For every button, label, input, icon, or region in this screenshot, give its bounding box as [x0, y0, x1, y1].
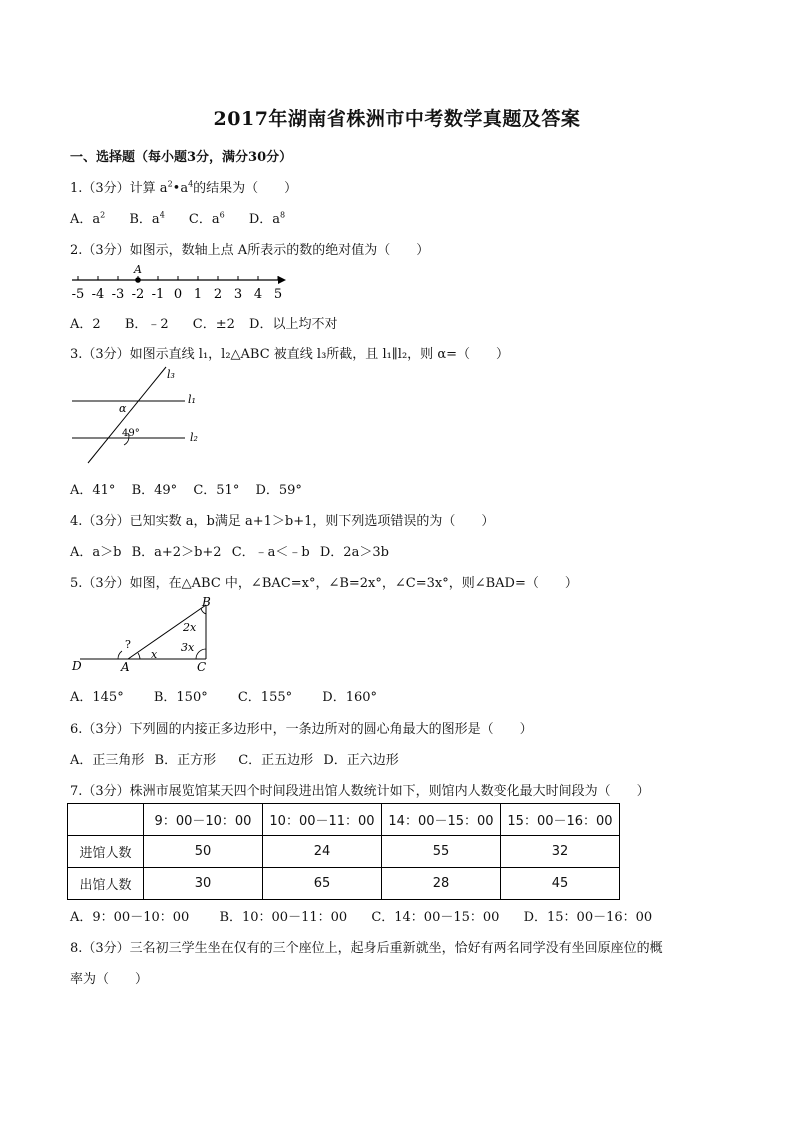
label-l2: l₂: [190, 431, 198, 444]
point-a-label: A: [134, 264, 142, 276]
option-b: B．10：00－11：00: [219, 910, 348, 925]
label-49: 49°: [122, 428, 140, 439]
question-4-options: [70, 541, 389, 560]
number-line-tick-label: -4: [91, 287, 105, 302]
triangle-figure: [70, 596, 220, 676]
option-d: D．以上均不对: [249, 317, 338, 332]
number-line-tick-label: -3: [111, 287, 125, 302]
point-a-marker: [135, 277, 141, 283]
paper-title: 2017年湖南省株洲市中考数学真题及答案: [213, 108, 581, 130]
option-b: B．150°: [153, 690, 208, 705]
option-a: A．$a^2$: [70, 210, 106, 227]
option-a: A．2: [70, 317, 101, 332]
svg-text:A: A: [121, 660, 130, 674]
svg-text:2x: 2x: [183, 621, 197, 634]
question-8-stem-line1: 8.（3分）三名初三学生坐在仅有的三个座位上，起身后重新就坐，恰好有两名同学没有坐回原座位的概: [70, 941, 663, 956]
svg-text:?: ?: [125, 638, 131, 651]
table-header-cell: [68, 804, 144, 836]
option-d: D．2a＞3b: [319, 545, 389, 560]
table-cell: 65: [263, 868, 382, 900]
table-cell: 28: [382, 868, 501, 900]
table-cell: 45: [501, 868, 620, 900]
table-header-cell: 15：00－16：00: [501, 804, 620, 836]
table-header-cell: 14：00－15：00: [382, 804, 501, 836]
line-l3: [88, 367, 166, 463]
option-b: B．$a^4$: [129, 210, 165, 227]
number-line-tick-label: 1: [193, 287, 203, 302]
svg-text:D: D: [72, 659, 82, 673]
question-3-options: [70, 479, 302, 498]
option-a: A．a＞b: [70, 545, 122, 560]
option-c: C．14：00－15：00: [371, 910, 500, 925]
option-a: A．145°: [70, 690, 124, 705]
option-c: C．±2: [192, 317, 235, 332]
table-row: [68, 868, 620, 900]
parallel-lines-figure: [70, 365, 220, 470]
svg-text:B: B: [202, 596, 211, 609]
number-line-tick-label: 2: [213, 287, 223, 302]
visitor-table: [67, 803, 620, 900]
table-header-cell: 10：00－11：00: [263, 804, 382, 836]
number-line-tick-label: 4: [253, 287, 263, 302]
number-line-tick-label: 3: [233, 287, 243, 302]
option-d: D．15：00－16：00: [523, 910, 653, 925]
number-line-tick-label: -1: [151, 287, 165, 302]
question-2-options: [70, 313, 337, 332]
table-header-row: [68, 804, 620, 836]
question-7-stem: 7.（3分）株洲市展览馆某天四个时间段进出馆人数统计如下，则馆内人数变化最大时间段为（ ）: [70, 784, 650, 799]
option-c: C．51°: [193, 483, 240, 498]
option-b: B．49°: [131, 483, 178, 498]
option-c: C．155°: [237, 690, 293, 705]
option-a: A．41°: [70, 483, 116, 498]
table-cell: 55: [382, 836, 501, 868]
label-l1: l₁: [188, 393, 196, 406]
number-line-tick-label: -2: [131, 287, 145, 302]
question-5-stem: 5.（3分）如图，在△ABC 中，∠BAC=x°，∠B=2x°，∠C=3x°，则∠BAD=（ ）: [70, 576, 578, 591]
option-d: D．59°: [255, 483, 302, 498]
number-line-tick-label: -5: [71, 287, 85, 302]
option-a: A．正三角形: [70, 753, 145, 768]
svg-text:x: x: [151, 648, 158, 661]
label-l3: l₃: [167, 368, 175, 381]
option-c: C．﹣a＜﹣b: [231, 545, 310, 560]
question-1-stem: 1.（3分）计算 $a^2•a^4$的结果为（ ）: [70, 179, 298, 196]
number-line-figure: [68, 264, 298, 304]
section-heading: 一、选择题（每小题3分，满分30分）: [70, 150, 293, 165]
table-row: [68, 836, 620, 868]
table-row-label: 出馆人数: [68, 868, 144, 900]
question-1-options: [70, 208, 285, 227]
question-4-stem: 4.（3分）已知实数 a，b满足 a+1＞b+1，则下列选项错误的为（ ）: [70, 514, 495, 529]
question-6-options: [70, 749, 399, 768]
table-header-cell: 9：00－10：00: [144, 804, 263, 836]
number-line-tick-label: 5: [273, 287, 283, 302]
option-b: B．正方形: [154, 753, 217, 768]
question-3-stem: 3.（3分）如图示直线 l₁，l₂△ABC 被直线 l₃所截，且 l₁∥l₂，则 α=（ ）: [70, 347, 509, 362]
svg-text:3x: 3x: [181, 641, 195, 654]
table-cell: 32: [501, 836, 620, 868]
option-c: C．$a^6$: [188, 210, 225, 227]
question-2-stem: 2.（3分）如图示，数轴上点 A所表示的数的绝对值为（ ）: [70, 243, 430, 258]
option-d: D．160°: [322, 690, 378, 705]
table-cell: 50: [144, 836, 263, 868]
option-b: B．a+2＞b+2: [131, 545, 222, 560]
option-c: C．正五边形: [238, 753, 314, 768]
question-5-options: [70, 686, 377, 705]
table-cell: 24: [263, 836, 382, 868]
label-alpha: α: [119, 402, 127, 415]
option-d: D．正六边形: [323, 753, 399, 768]
table-cell: 30: [144, 868, 263, 900]
number-line-tick-label: 0: [173, 287, 183, 302]
table-row-label: 进馆人数: [68, 836, 144, 868]
question-7-options: [70, 906, 652, 925]
option-a: A．9：00－10：00: [70, 910, 190, 925]
svg-text:C: C: [197, 660, 207, 674]
question-8-stem-line2: 率为（ ）: [70, 972, 149, 987]
option-d: D．$a^8$: [248, 210, 286, 227]
option-b: B．﹣2: [124, 317, 169, 332]
question-6-stem: 6.（3分）下列圆的内接正多边形中，一条边所对的圆心角最大的图形是（ ）: [70, 722, 533, 737]
